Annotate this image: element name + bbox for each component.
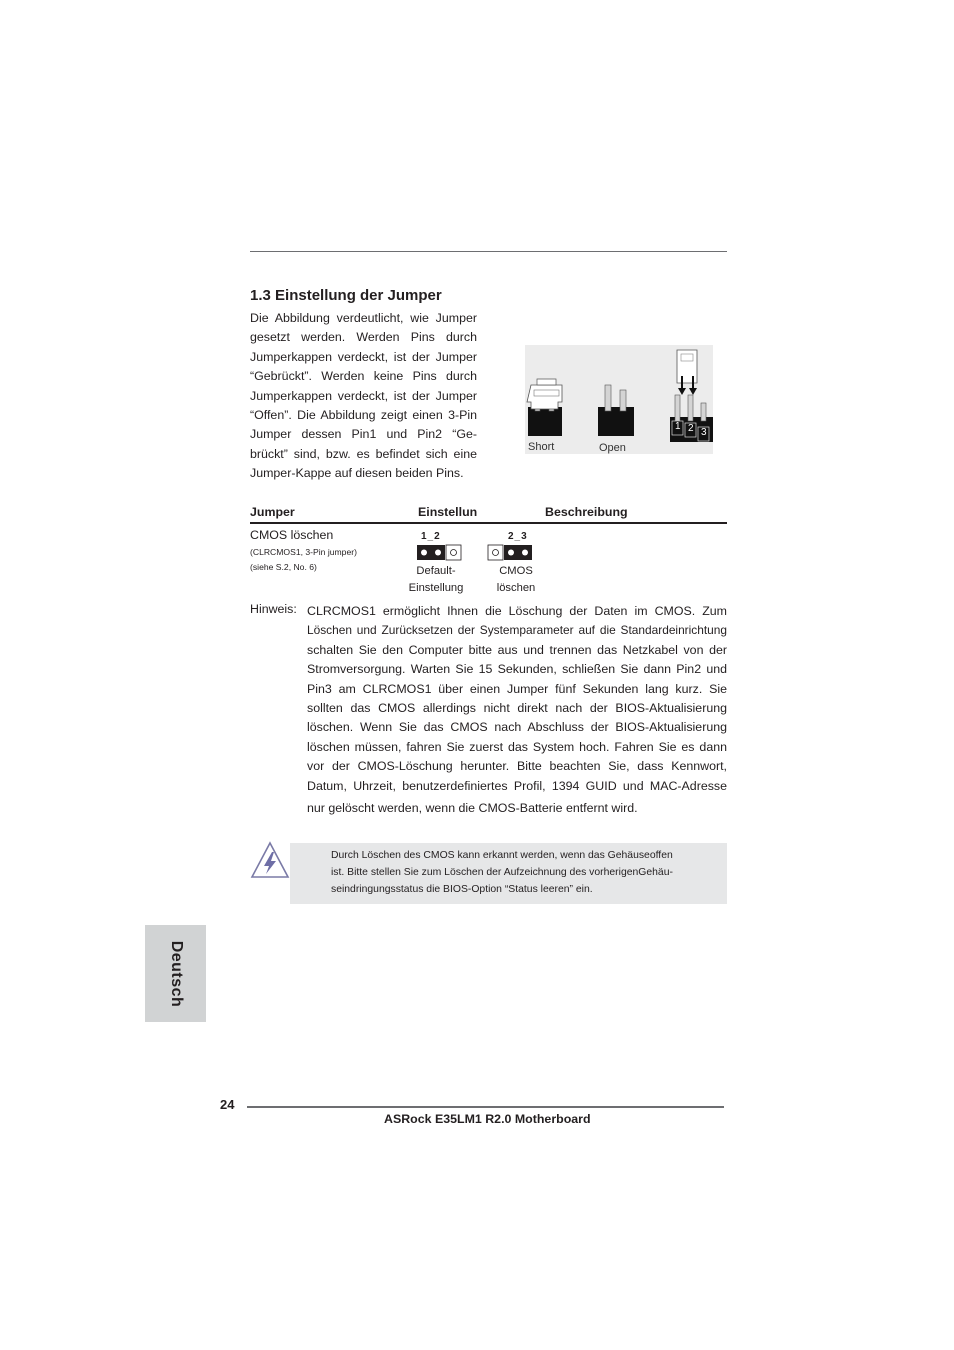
language-side-tab-label: Deutsch <box>167 940 185 1007</box>
page-number: 24 <box>220 1097 235 1112</box>
intro-line: brückt” sind, bzw. es befindet sich eine <box>250 446 477 461</box>
open-jumper-graphic <box>598 385 634 436</box>
warning-line: Durch Löschen des CMOS kann erkannt werden, wenn das Gehäuseoffen <box>331 850 673 861</box>
setting-default-caption-line: Default- <box>416 565 456 577</box>
jumper-illustration <box>525 345 713 454</box>
pin-number-2: 2 <box>688 423 694 434</box>
intro-line: “Offen”. Die Abbildung zeigt einen 3-Pin <box>250 408 477 423</box>
row-jumper-detail: (CLRCMOS1, 3-Pin jumper) <box>250 547 357 557</box>
note-line: Datum, Uhrzeit, benutzerdefiniertes Profil, 1394 GUID und MAC-Adresse <box>307 778 727 793</box>
setting-clear-caption-line: löschen <box>496 582 536 594</box>
setting-clear-caption <box>484 563 548 597</box>
note-line: Pin3 am CLRCMOS1 über einen Jumper fünf Sekunden lang kurz. Sie <box>307 681 727 696</box>
footer-divider <box>247 1106 724 1108</box>
note-line: vor der CMOS-Löschung herunter. Bitte beachten Sie, dass Kennwort, <box>307 759 727 774</box>
table-header-description: Beschreibung <box>545 505 628 519</box>
table-header-rule <box>250 522 727 524</box>
row-jumper-name: CMOS löschen <box>250 528 334 542</box>
setting-clear-caption-line: CMOS <box>499 565 533 577</box>
setting-clear-pins-label: 2_3 <box>508 531 528 542</box>
table-header-jumper: Jumper <box>250 505 295 519</box>
note-line: Löschen und Zurücksetzen der Systemparameter auf die Standardeinrichtung <box>307 623 727 638</box>
note-line: löschen müssen, fahren Sie zuerst das System hoch. Fahren Sie es dann <box>307 739 727 754</box>
note-label: Hinweis: <box>250 602 297 616</box>
intro-line: Jumper dessen Pin1 und Pin2 “Ge- <box>250 427 477 442</box>
intro-line: Die Abbildung verdeutlicht, wie Jumper <box>250 311 477 325</box>
jumper-2-3-icon <box>487 544 533 561</box>
intro-line: “Gebrückt”. Werden keine Pins durch <box>250 369 477 384</box>
footer-product-name: ASRock E35LM1 R2.0 Motherboard <box>384 1112 591 1126</box>
top-divider <box>250 251 727 252</box>
intro-paragraph <box>250 309 477 484</box>
jumper-diagram-svg <box>525 345 713 454</box>
intro-line: Jumperkappen verdeckt, ist der Jumper <box>250 388 477 403</box>
note-line: sollten das CMOS allerdings nicht direkt nach der BIOS-Aktualisierung <box>307 701 727 716</box>
row-jumper-reference: (siehe S.2, No. 6) <box>250 562 317 572</box>
warning-line: ist. Bitte stellen Sie zum Löschen der Aufzeichnung des vorherigenGehäu- <box>331 866 673 878</box>
warning-icon <box>250 840 290 880</box>
jumper-1-2-icon <box>416 544 462 561</box>
pin-number-1: 1 <box>675 421 681 432</box>
note-paragraph <box>307 602 727 818</box>
intro-line: Jumperkappen verdeckt, ist der Jumper <box>250 349 477 364</box>
short-jumper-graphic <box>527 379 562 436</box>
warning-text <box>331 848 703 898</box>
note-line: Stromversorgung. Warten Sie 15 Sekunden, schließen Sie dann Pin2 und <box>307 662 727 677</box>
pin-number-3: 3 <box>701 427 707 438</box>
note-line: schalten Sie den Computer bitte aus und trennen das Netzkabel von der <box>307 642 727 657</box>
setting-default-pins-label: 1_2 <box>421 531 441 542</box>
intro-line: gesetzt werden. Werden Pins durch <box>250 330 477 345</box>
intro-line: Jumper-Kappe auf diesen beiden Pins. <box>250 466 464 481</box>
note-line: nur gelöscht werden, wenn die CMOS-Batterie entfernt wird. <box>307 801 638 816</box>
short-label: Short <box>528 441 555 453</box>
setting-default-caption <box>404 563 468 597</box>
setting-default-caption-line: Einstellung <box>408 582 464 594</box>
open-label: Open <box>599 442 626 454</box>
note-line: CLRCMOS1 ermöglicht Ihnen die Löschung der Daten im CMOS. Zum <box>307 604 727 618</box>
note-line: löschen. Wenn Sie das CMOS nach Abschluss der BIOS-Aktualisierung <box>307 720 727 735</box>
language-side-tab <box>145 925 206 1022</box>
section-heading: 1.3 Einstellung der Jumper <box>250 287 442 304</box>
table-header-setting: Einstellun <box>418 505 478 519</box>
warning-line: seindringungsstatus die BIOS-Option “Status leeren” ein. <box>331 883 593 895</box>
